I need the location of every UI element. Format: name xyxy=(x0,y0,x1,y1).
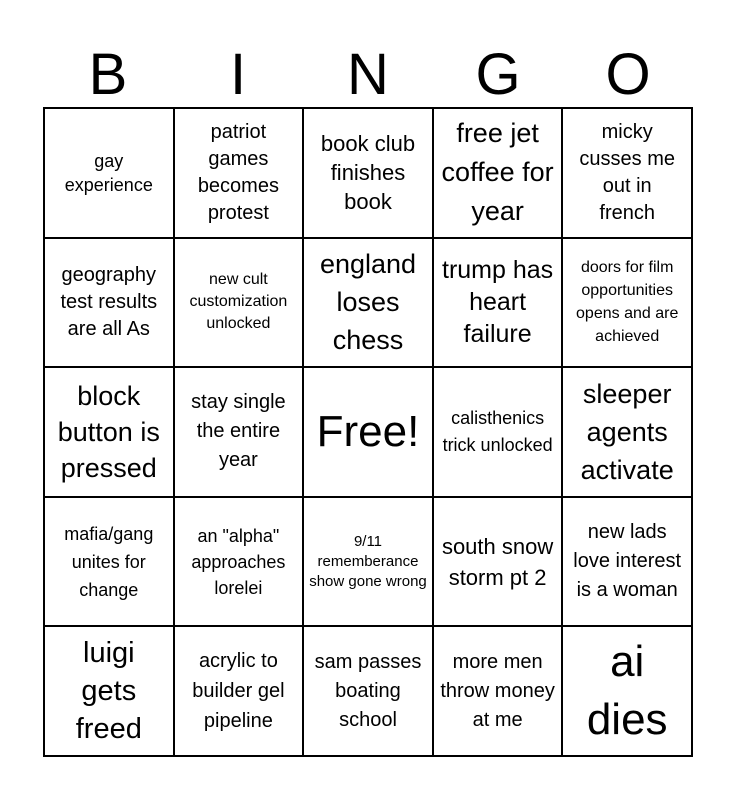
cell-text: free jet coffee for year xyxy=(441,118,554,227)
header-letter-n: N xyxy=(347,42,389,107)
cell-text: acrylic to builder gel pipeline xyxy=(192,650,285,733)
bingo-cell[interactable] xyxy=(562,238,692,368)
bingo-cell[interactable] xyxy=(562,367,692,497)
cell-text: 9/11 rememberance show gone wrong xyxy=(309,532,427,590)
header-letter-g: G xyxy=(475,42,521,107)
bingo-cell[interactable] xyxy=(44,367,174,497)
bingo-cell[interactable] xyxy=(174,626,304,756)
cell-text: trump has heart failure xyxy=(442,256,554,349)
cell-text: stay single the entire year xyxy=(191,391,286,472)
bingo-cell[interactable] xyxy=(44,108,174,238)
cell-text: more men throw money at me xyxy=(440,650,555,731)
bingo-cell[interactable] xyxy=(562,497,692,627)
cell-text: patriot games becomes protest xyxy=(197,120,279,224)
free-space-text: Free! xyxy=(316,406,420,456)
bingo-cell[interactable] xyxy=(433,367,563,497)
cell-text: new lads love interest is a woman xyxy=(573,521,682,602)
bingo-card-grid xyxy=(43,107,693,757)
bingo-cell[interactable] xyxy=(303,626,433,756)
bingo-cell[interactable] xyxy=(433,108,563,238)
bingo-cell[interactable] xyxy=(433,238,563,368)
cell-text: sam passes boating school xyxy=(314,650,422,731)
cell-text: south snow storm pt 2 xyxy=(441,533,554,590)
bingo-cell[interactable] xyxy=(174,108,304,238)
bingo-header xyxy=(43,44,693,106)
bingo-cell[interactable] xyxy=(44,626,174,756)
bingo-cell[interactable] xyxy=(174,497,304,627)
header-letter-o: O xyxy=(605,42,651,107)
header-letter-b: B xyxy=(88,42,128,107)
cell-text: gay experience xyxy=(64,150,153,195)
cell-text: new cult customization unlocked xyxy=(189,271,288,333)
cell-text: mafia/gang unites for change xyxy=(64,523,154,600)
header-letter-i: I xyxy=(229,42,247,107)
bingo-cell[interactable] xyxy=(562,626,692,756)
bingo-cell[interactable] xyxy=(44,497,174,627)
bingo-cell-free[interactable] xyxy=(303,367,433,497)
cell-text: geography test results are all As xyxy=(60,263,158,340)
bingo-cell[interactable] xyxy=(44,238,174,368)
cell-text: sleeper agents activate xyxy=(580,378,674,485)
bingo-cell[interactable] xyxy=(562,108,692,238)
bingo-cell[interactable] xyxy=(303,108,433,238)
cell-text: england loses chess xyxy=(319,249,417,356)
bingo-cell[interactable] xyxy=(433,497,563,627)
cell-text: calisthenics trick unlocked xyxy=(442,407,553,455)
bingo-cell[interactable] xyxy=(174,238,304,368)
cell-text: luigi gets freed xyxy=(75,637,142,746)
cell-text: block button is pressed xyxy=(57,380,160,483)
cell-text: doors for film opportunities opens and are achieved xyxy=(576,259,679,346)
cell-text: ai dies xyxy=(586,637,668,745)
cell-text: micky cusses me out in french xyxy=(579,120,675,224)
bingo-cell[interactable] xyxy=(433,626,563,756)
bingo-cell[interactable] xyxy=(303,497,433,627)
cell-text: book club finishes book xyxy=(320,131,416,215)
bingo-cell[interactable] xyxy=(303,238,433,368)
bingo-cell[interactable] xyxy=(174,367,304,497)
cell-text: an "alpha" approaches lorelei xyxy=(191,525,286,598)
